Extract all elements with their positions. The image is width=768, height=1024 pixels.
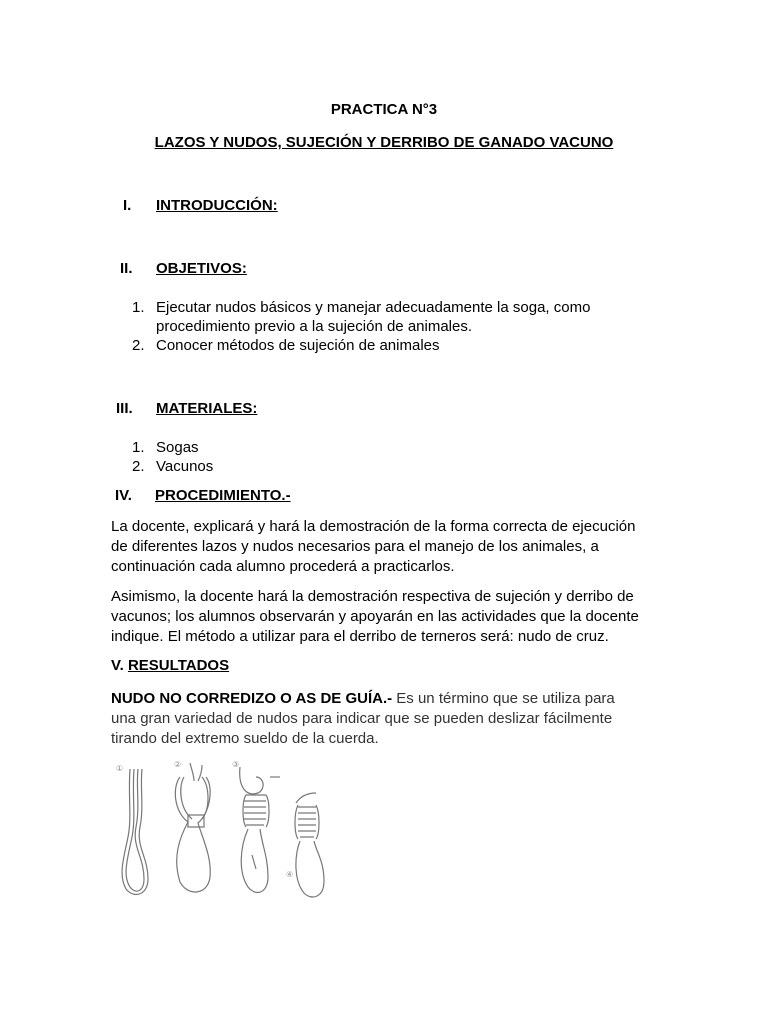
page-title: PRACTICA N°3	[330, 101, 438, 118]
list-text: procedimiento previo a la sujeción de animales.	[156, 318, 473, 335]
objectives-list	[132, 298, 590, 355]
materials-list	[132, 438, 213, 476]
step-label: ①	[116, 764, 124, 773]
paragraph-line: Asimismo, la docente hará la demostración respectiva de sujeción y derribo de	[111, 588, 634, 605]
list-text: Ejecutar nudos básicos y manejar adecuadamente la soga, como	[156, 299, 591, 316]
knot-step-2	[175, 763, 210, 892]
section-results-heading	[111, 657, 229, 674]
section-materials-heading	[116, 400, 257, 417]
knot-steps-illustration	[110, 757, 332, 905]
section-title: PROCEDIMIENTO.-	[155, 487, 291, 504]
step-label: ②	[174, 760, 182, 769]
section-title: INTRODUCCIÓN:	[156, 197, 278, 214]
list-number: 2.	[132, 458, 145, 475]
page-subtitle: LAZOS Y NUDOS, SUJECIÓN Y DERRIBO DE GANADO VACUNO	[154, 134, 614, 151]
list-number: 1.	[132, 439, 145, 456]
section-number: V.	[111, 657, 124, 674]
paragraph-line: tirando del extremo sueldo de la cuerda.	[111, 730, 379, 747]
section-title: MATERIALES:	[156, 400, 258, 417]
paragraph-line: La docente, explicará y hará la demostración de la forma correcta de ejecución	[111, 518, 636, 535]
list-item	[132, 438, 213, 457]
paragraph-line: indique. El método a utilizar para el derribo de terneros será: nudo de cruz.	[111, 628, 609, 645]
knot-description	[111, 689, 661, 749]
list-number: 1.	[132, 299, 145, 316]
list-number: 2.	[132, 337, 145, 354]
paragraph-line: una gran variedad de nudos para indicar que se pueden deslizar fácilmente	[111, 710, 613, 727]
knot-title: NUDO NO CORREDIZO O AS DE GUÍA.-	[111, 690, 393, 707]
list-text: Conocer métodos de sujeción de animales	[156, 337, 440, 354]
knot-step-4	[295, 793, 324, 897]
section-number: IV.	[115, 487, 132, 504]
knot-step-3	[240, 767, 280, 892]
list-text: Vacunos	[156, 458, 214, 475]
knot-text: Es un término que se utiliza para	[392, 690, 615, 707]
list-item	[132, 298, 590, 336]
section-title: RESULTADOS	[127, 657, 230, 674]
section-objectives-heading	[120, 260, 247, 277]
paragraph-line: continuación cada alumno procederá a practicarlos.	[111, 558, 455, 575]
paragraph-line: de diferentes lazos y nudos necesarios para el manejo de los animales, a	[111, 538, 599, 555]
list-item	[132, 457, 213, 476]
procedure-paragraph-2	[111, 587, 661, 647]
step-label: ④	[286, 870, 294, 879]
procedure-paragraph-1	[111, 517, 661, 577]
knot-step-1	[122, 769, 148, 894]
list-text: Sogas	[156, 439, 199, 456]
section-number: III.	[116, 400, 133, 417]
section-procedure-heading	[115, 487, 291, 504]
section-number: II.	[120, 260, 133, 277]
section-number: I.	[123, 197, 132, 214]
paragraph-line	[111, 689, 661, 709]
paragraph-line: vacunos; los alumnos observarán y apoyarán en las actividades que la docente	[111, 608, 639, 625]
section-intro-heading	[123, 197, 278, 214]
step-label: ③	[232, 760, 240, 769]
section-title: OBJETIVOS:	[156, 260, 247, 277]
list-item	[132, 336, 590, 355]
